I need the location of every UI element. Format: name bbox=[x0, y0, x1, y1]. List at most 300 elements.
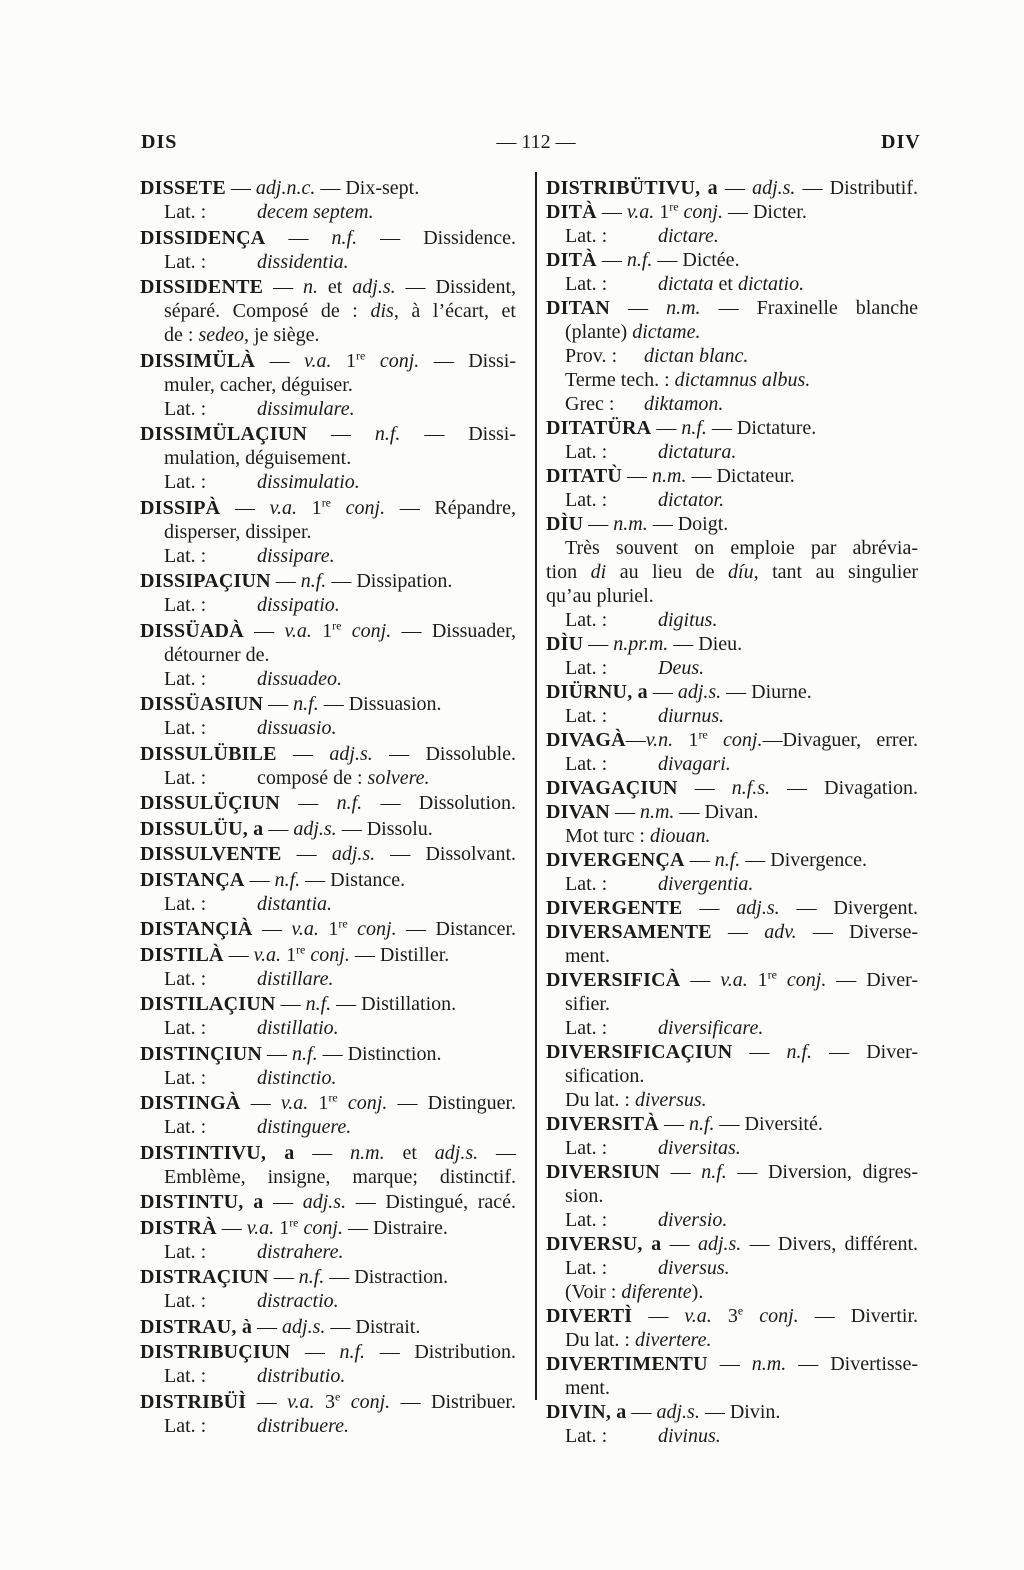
italic-label: n.f.s. bbox=[731, 777, 771, 799]
entry-line bbox=[140, 1115, 516, 1139]
italic-label: n.pr.m. bbox=[613, 633, 669, 655]
italic-label: diversus. bbox=[635, 1089, 707, 1111]
plain-text: — bbox=[682, 897, 737, 919]
dictionary-entry bbox=[546, 1400, 918, 1448]
entry-line bbox=[546, 464, 918, 488]
language-label: Grec : bbox=[565, 393, 615, 415]
language-label: Lat. : bbox=[164, 471, 207, 493]
running-head-right: DIV bbox=[881, 131, 921, 153]
italic-label: diurnus. bbox=[658, 705, 725, 727]
entry-line bbox=[546, 416, 918, 440]
entry-line bbox=[546, 1136, 918, 1160]
plain-text: — Diversité. bbox=[714, 1113, 823, 1135]
plain-text: — Distraction. bbox=[324, 1266, 449, 1288]
plain-text: 1 bbox=[311, 619, 333, 642]
headword-text: DIVERSITÀ bbox=[546, 1113, 659, 1135]
entry-line bbox=[546, 1208, 918, 1232]
italic-label: distinctio. bbox=[257, 1066, 337, 1089]
italic-label: diversificare. bbox=[658, 1017, 764, 1039]
plain-text: — bbox=[596, 249, 627, 271]
italic-label: distractio. bbox=[257, 1290, 339, 1312]
headword-text: DIVERTIMENTU bbox=[546, 1353, 708, 1375]
italic-label: n.f. bbox=[688, 1113, 715, 1135]
italic-label: adj.s. bbox=[752, 177, 796, 199]
plain-text: — bbox=[290, 1341, 340, 1363]
entry-line bbox=[140, 992, 516, 1016]
superscript: re bbox=[321, 494, 332, 509]
italic-label: adj.s. bbox=[352, 276, 396, 298]
entry-line bbox=[546, 1184, 918, 1208]
plain-text: — bbox=[596, 201, 627, 223]
running-head-left: DIS bbox=[141, 131, 178, 153]
plain-text: Terme tech. : bbox=[565, 369, 675, 391]
entry-line bbox=[546, 536, 918, 560]
entry-line bbox=[546, 176, 918, 200]
superscript: re bbox=[338, 916, 348, 931]
plain-text: mulation, déguisement. bbox=[164, 447, 352, 469]
dictionary-entry bbox=[546, 632, 918, 680]
italic-label: conj. bbox=[678, 201, 723, 223]
dictionary-entry bbox=[546, 416, 918, 464]
headword-text: DIVERSIFICAÇIUN bbox=[546, 1041, 733, 1063]
column-right bbox=[546, 176, 918, 1448]
entry-line bbox=[546, 944, 918, 968]
superscript: e bbox=[334, 1388, 341, 1403]
italic-label: dissipare. bbox=[257, 544, 335, 567]
plain-text: — bbox=[252, 918, 292, 940]
plain-text: — bbox=[658, 1113, 689, 1135]
italic-label: díu bbox=[728, 561, 754, 583]
plain-text: détourner de. bbox=[164, 643, 270, 666]
entry-line bbox=[140, 817, 516, 841]
plain-text: — bbox=[216, 1216, 247, 1239]
italic-label: n.m. bbox=[639, 801, 675, 823]
headword-text: DÌU bbox=[546, 513, 584, 535]
plain-text: — bbox=[660, 1161, 702, 1183]
italic-label: dictatura. bbox=[658, 441, 737, 463]
italic-label: n.f. bbox=[714, 849, 741, 871]
language-label: Lat. : bbox=[164, 544, 207, 567]
headword-text: DISSÜADÀ bbox=[140, 619, 244, 642]
italic-label: v.a. bbox=[291, 918, 319, 940]
plain-text: 1 bbox=[274, 1216, 290, 1239]
plain-text: — Distributif. bbox=[795, 177, 918, 199]
headword-text: DISTRIBUÇIUN bbox=[140, 1341, 291, 1363]
plain-text: — Dissoluble. bbox=[372, 742, 517, 765]
plain-text: — Divan. bbox=[674, 801, 759, 823]
entry-line bbox=[546, 1088, 918, 1112]
plain-text: de : bbox=[164, 324, 199, 346]
italic-label: v.a. bbox=[720, 969, 748, 991]
headword-text: DIVERGENÇA bbox=[546, 849, 685, 871]
entry-line bbox=[546, 368, 918, 392]
entry-line bbox=[546, 1304, 918, 1328]
headword-text: DITAN bbox=[546, 297, 610, 319]
headword-text: DISTRÀ bbox=[140, 1216, 217, 1239]
language-label: Lat. : bbox=[565, 273, 608, 295]
language-label: Lat. : bbox=[164, 1240, 207, 1263]
italic-label: conj. bbox=[337, 1092, 388, 1114]
entry-line bbox=[546, 1352, 918, 1376]
italic-label: conj. bbox=[298, 1216, 343, 1239]
plain-text: — bbox=[240, 1092, 281, 1114]
plain-text: — bbox=[651, 417, 682, 439]
dictionary-entry bbox=[140, 742, 516, 790]
headword-text: DITÀ bbox=[546, 201, 597, 223]
entry-line bbox=[140, 1315, 516, 1339]
dictionary-entry bbox=[546, 800, 918, 848]
plain-text: — bbox=[244, 868, 275, 891]
plain-text: — Divergent. bbox=[779, 897, 918, 919]
entry-line bbox=[546, 1328, 918, 1352]
plain-text: — Dix-sept. bbox=[315, 177, 420, 199]
plain-text: Du lat. : bbox=[565, 1089, 635, 1111]
italic-label: n.f. bbox=[701, 1161, 727, 1183]
dictionary-entry bbox=[140, 817, 516, 841]
entry-line bbox=[140, 520, 516, 544]
italic-label: dictame. bbox=[632, 321, 701, 343]
entry-line bbox=[140, 1240, 516, 1264]
plain-text: — Diverse- bbox=[796, 921, 918, 943]
language-label: Lat. : bbox=[164, 397, 207, 420]
entry-line bbox=[546, 608, 918, 632]
entry-line bbox=[546, 800, 918, 824]
italic-label: dissuadeo. bbox=[257, 667, 342, 690]
italic-label: adv. bbox=[764, 921, 797, 943]
entry-line bbox=[546, 656, 918, 680]
entry-line bbox=[140, 892, 516, 916]
italic-label: v.a. bbox=[287, 1390, 315, 1413]
italic-label: conj. bbox=[707, 729, 763, 751]
italic-label: adj.s. bbox=[736, 897, 780, 919]
entry-line bbox=[140, 323, 516, 347]
dictionary-entry bbox=[140, 226, 516, 274]
plain-text: Très souvent on emploie par abrévia- bbox=[565, 537, 918, 559]
plain-text: — Distance. bbox=[300, 868, 406, 891]
italic-label: n.f. bbox=[786, 1041, 813, 1063]
italic-label: n.f. bbox=[298, 1266, 325, 1288]
dictionary-entry bbox=[546, 776, 918, 800]
entry-line bbox=[546, 1232, 918, 1256]
language-label: Lat. : bbox=[565, 1137, 608, 1159]
plain-text: — Distancer. bbox=[396, 918, 517, 940]
plain-text: — bbox=[622, 465, 653, 487]
entry-line bbox=[546, 1280, 918, 1304]
plain-text: — bbox=[252, 1315, 283, 1338]
language-label: Lat. : bbox=[565, 1017, 608, 1039]
italic-label: v.a. bbox=[253, 943, 282, 966]
italic-label: distributio. bbox=[257, 1365, 346, 1387]
entry-line bbox=[546, 848, 918, 872]
dictionary-entry bbox=[140, 275, 516, 347]
plain-text: — Divertisse- bbox=[786, 1353, 918, 1375]
language-label: Lat. : bbox=[164, 766, 207, 789]
italic-label: v.a. bbox=[284, 619, 312, 642]
entry-line bbox=[140, 176, 516, 200]
entry-line bbox=[140, 226, 516, 250]
plain-text: — bbox=[270, 570, 301, 592]
language-label: Lat. : bbox=[164, 1414, 207, 1437]
italic-label: n.f. bbox=[339, 1341, 366, 1363]
plain-text: au lieu de bbox=[606, 561, 729, 583]
superscript: re bbox=[296, 941, 306, 956]
plain-text: — bbox=[276, 742, 330, 765]
italic-label: n.m. bbox=[751, 1353, 787, 1375]
headword-text: DISTINTU, a bbox=[140, 1191, 264, 1213]
entry-line bbox=[546, 584, 918, 608]
headword-text: DIVAGÀ bbox=[546, 729, 626, 751]
language-label: Lat. : bbox=[565, 873, 608, 895]
dictionary-entry bbox=[140, 868, 516, 916]
plain-text: , tant au singulier bbox=[753, 561, 919, 583]
entry-line bbox=[546, 920, 918, 944]
italic-label: adj.n.c. bbox=[255, 177, 316, 199]
plain-text: — Distillation. bbox=[331, 993, 457, 1015]
italic-label: adj.s. bbox=[677, 681, 722, 703]
dictionary-entry bbox=[140, 791, 516, 815]
dictionary-entry bbox=[546, 296, 918, 416]
entry-line bbox=[546, 560, 918, 584]
entry-line bbox=[140, 943, 516, 967]
italic-label: dissuasio. bbox=[257, 717, 337, 739]
plain-text: — bbox=[262, 1042, 293, 1065]
entry-line bbox=[140, 1390, 516, 1414]
plain-text: (Voir : bbox=[565, 1281, 622, 1303]
headword-text: DISSIMÜLÀ bbox=[140, 349, 256, 372]
italic-label: dictamnus albus. bbox=[674, 369, 811, 391]
plain-text: — bbox=[625, 729, 646, 751]
plain-text: 1 bbox=[297, 496, 322, 519]
italic-label: n.f. bbox=[681, 417, 707, 439]
plain-text: — Distiller. bbox=[349, 943, 450, 966]
headword-text: DISSIMÜLAÇIUN bbox=[140, 423, 308, 445]
plain-text: — Dictateur. bbox=[686, 465, 795, 487]
italic-label: sedeo bbox=[198, 324, 244, 346]
entry-line bbox=[140, 422, 516, 446]
entry-line bbox=[546, 632, 918, 656]
plain-text: — Divers, différent. bbox=[741, 1233, 918, 1255]
plain-text: — bbox=[583, 513, 614, 535]
entry-line bbox=[546, 776, 918, 800]
plain-text: 1 bbox=[654, 201, 670, 223]
dictionary-entry bbox=[546, 1160, 918, 1232]
language-label: Lat. : bbox=[565, 657, 608, 679]
plain-text: — Divertir. bbox=[798, 1305, 919, 1327]
plain-text: 1 bbox=[331, 349, 357, 372]
italic-label: diversitas. bbox=[658, 1137, 741, 1159]
plain-text: et bbox=[713, 273, 738, 295]
plain-text: —Divaguer, errer. bbox=[762, 729, 919, 751]
superscript: re bbox=[356, 347, 366, 362]
plain-text: disperser, dissiper. bbox=[164, 520, 312, 543]
plain-text: et bbox=[318, 276, 353, 298]
entry-line bbox=[546, 296, 918, 320]
entry-line bbox=[140, 1165, 516, 1189]
superscript: e bbox=[737, 1303, 744, 1318]
dictionary-entry bbox=[546, 200, 918, 248]
entry-line bbox=[140, 1289, 516, 1313]
plain-text: — bbox=[243, 619, 285, 642]
dictionary-entry bbox=[546, 920, 918, 968]
plain-text: — bbox=[220, 496, 270, 519]
dictionary-entry bbox=[546, 512, 918, 632]
plain-text: — bbox=[263, 817, 294, 840]
headword-text: DISTILÀ bbox=[140, 943, 224, 966]
entry-line bbox=[546, 680, 918, 704]
entry-line bbox=[140, 470, 516, 494]
headword-text: DISTANÇIÀ bbox=[140, 918, 253, 940]
italic-label: diktamon. bbox=[644, 393, 724, 415]
superscript: re bbox=[698, 727, 708, 742]
dictionary-entry bbox=[140, 422, 516, 494]
plain-text: — bbox=[294, 1141, 351, 1164]
plain-text: — Dissi- bbox=[400, 423, 516, 445]
plain-text: ment. bbox=[565, 1377, 610, 1399]
plain-text: — bbox=[680, 969, 721, 991]
dictionary-entry bbox=[546, 1040, 918, 1112]
italic-label: diversio. bbox=[658, 1209, 728, 1231]
entry-line bbox=[140, 569, 516, 593]
entry-line bbox=[546, 1424, 918, 1448]
dictionary-entry bbox=[140, 1042, 516, 1090]
plain-text: — Dissolution. bbox=[362, 792, 516, 814]
plain-text: sifier. bbox=[565, 993, 610, 1015]
italic-label: dissimulatio. bbox=[257, 471, 360, 493]
plain-text: — Diversion, digres- bbox=[726, 1161, 918, 1183]
dictionary-entry bbox=[140, 992, 516, 1040]
italic-label: n.m. bbox=[613, 513, 648, 535]
page-number: — 112 — bbox=[496, 131, 576, 153]
dictionary-entry bbox=[140, 1340, 516, 1388]
plain-text: — bbox=[307, 423, 375, 445]
italic-label: divagari. bbox=[658, 753, 731, 775]
language-label: Lat. : bbox=[164, 1290, 207, 1312]
italic-label: dissipatio. bbox=[257, 594, 340, 616]
plain-text: Du lat. : bbox=[565, 1329, 635, 1351]
entry-line bbox=[546, 1040, 918, 1064]
plain-text: — bbox=[609, 801, 640, 823]
italic-label: conj. bbox=[305, 943, 350, 966]
headword-text: DIVERSIUN bbox=[546, 1161, 661, 1183]
headword-text: DIVIN, a bbox=[546, 1401, 627, 1423]
plain-text: — Divagation. bbox=[770, 777, 918, 799]
language-label: Lat. : bbox=[565, 1209, 608, 1231]
plain-text: — bbox=[263, 693, 294, 715]
dictionary-entry bbox=[546, 680, 918, 728]
language-label: Lat. : bbox=[164, 250, 207, 273]
headword-text: DIVERTÌ bbox=[546, 1305, 633, 1327]
italic-label: n.f. bbox=[274, 868, 301, 891]
column-left bbox=[140, 176, 516, 1439]
plain-text: — bbox=[647, 681, 678, 703]
plain-text: (plante) bbox=[565, 321, 633, 343]
entry-line bbox=[546, 488, 918, 512]
headword-text: DISTRAU, à bbox=[140, 1315, 253, 1338]
entry-line bbox=[546, 440, 918, 464]
superscript: re bbox=[767, 967, 777, 982]
italic-label: n.f. bbox=[292, 1042, 318, 1065]
italic-label: dictator. bbox=[658, 489, 725, 511]
plain-text: — bbox=[265, 226, 332, 249]
dictionary-entry bbox=[546, 1112, 918, 1160]
entry-line bbox=[140, 1042, 516, 1066]
plain-text: — Divergence. bbox=[740, 849, 868, 871]
italic-label: n. bbox=[303, 276, 318, 298]
italic-label: digitus. bbox=[658, 609, 718, 631]
italic-label: v.a. bbox=[626, 201, 655, 223]
plain-text: composé de : bbox=[257, 766, 368, 789]
dictionary-entry bbox=[140, 1265, 516, 1313]
plain-text: — bbox=[711, 921, 765, 943]
plain-text: 1 bbox=[318, 918, 339, 940]
italic-label: dissidentia. bbox=[257, 250, 349, 273]
headword-text: DITATÜRA bbox=[546, 417, 652, 439]
headword-text: DISSIPAÇIUN bbox=[140, 570, 271, 592]
dictionary-entry bbox=[140, 1315, 516, 1339]
entry-line bbox=[140, 349, 516, 373]
italic-label: conj. bbox=[365, 349, 420, 372]
dictionary-entry bbox=[546, 848, 918, 896]
plain-text: — bbox=[281, 843, 332, 865]
plain-text: sification. bbox=[565, 1065, 645, 1087]
headword-text: DISTINGÀ bbox=[140, 1092, 241, 1114]
entry-line bbox=[546, 200, 918, 224]
plain-text: — Distinguer. bbox=[387, 1092, 517, 1114]
italic-label: conj. bbox=[347, 918, 397, 940]
plain-text: — Dissident, bbox=[395, 276, 516, 298]
language-label: Lat. : bbox=[565, 441, 608, 463]
plain-text: — Distinction. bbox=[317, 1042, 442, 1065]
headword-text: DISSULVENTE bbox=[140, 843, 282, 865]
entry-line bbox=[546, 272, 918, 296]
plain-text: — Répandre, bbox=[385, 496, 517, 519]
dictionary-entry bbox=[546, 968, 918, 1040]
italic-label: n.f. bbox=[300, 570, 327, 592]
italic-label: n.f. bbox=[626, 249, 653, 271]
headword-text: DISTRIBÜÌ bbox=[140, 1390, 247, 1413]
headword-text: DISTRIBÜTIVU, a bbox=[546, 177, 718, 199]
entry-line bbox=[546, 1064, 918, 1088]
language-label: Lat. : bbox=[164, 1116, 207, 1138]
entry-line bbox=[140, 619, 516, 643]
italic-label: distrahere. bbox=[257, 1240, 344, 1263]
plain-text: sion. bbox=[565, 1185, 604, 1207]
plain-text: , je siège. bbox=[243, 324, 320, 346]
plain-text: — Fraxinelle blanche bbox=[700, 297, 918, 319]
plain-text: — bbox=[275, 993, 306, 1015]
column-divider-rule bbox=[535, 172, 537, 1400]
italic-label: divertere. bbox=[635, 1329, 712, 1351]
italic-label: v.a. bbox=[684, 1305, 712, 1327]
dictionary-entry bbox=[140, 1091, 516, 1139]
language-label: Lat. : bbox=[565, 705, 608, 727]
plain-text: — Dictée. bbox=[652, 249, 740, 271]
entry-line bbox=[546, 392, 918, 416]
plain-text: — Doigt. bbox=[647, 513, 729, 535]
italic-label: n.f. bbox=[374, 423, 401, 445]
entry-line bbox=[140, 544, 516, 568]
dictionary-entry bbox=[140, 943, 516, 991]
italic-label: dissimulare. bbox=[257, 397, 355, 420]
entry-line bbox=[546, 896, 918, 920]
italic-label: decem septem. bbox=[257, 201, 374, 223]
plain-text: — bbox=[255, 349, 305, 372]
dictionary-entry bbox=[140, 349, 516, 421]
italic-label: conj. bbox=[776, 969, 827, 991]
plain-text: — Dissidence. bbox=[357, 226, 516, 249]
plain-text: ment. bbox=[565, 945, 610, 967]
plain-text: 1 bbox=[673, 729, 699, 751]
